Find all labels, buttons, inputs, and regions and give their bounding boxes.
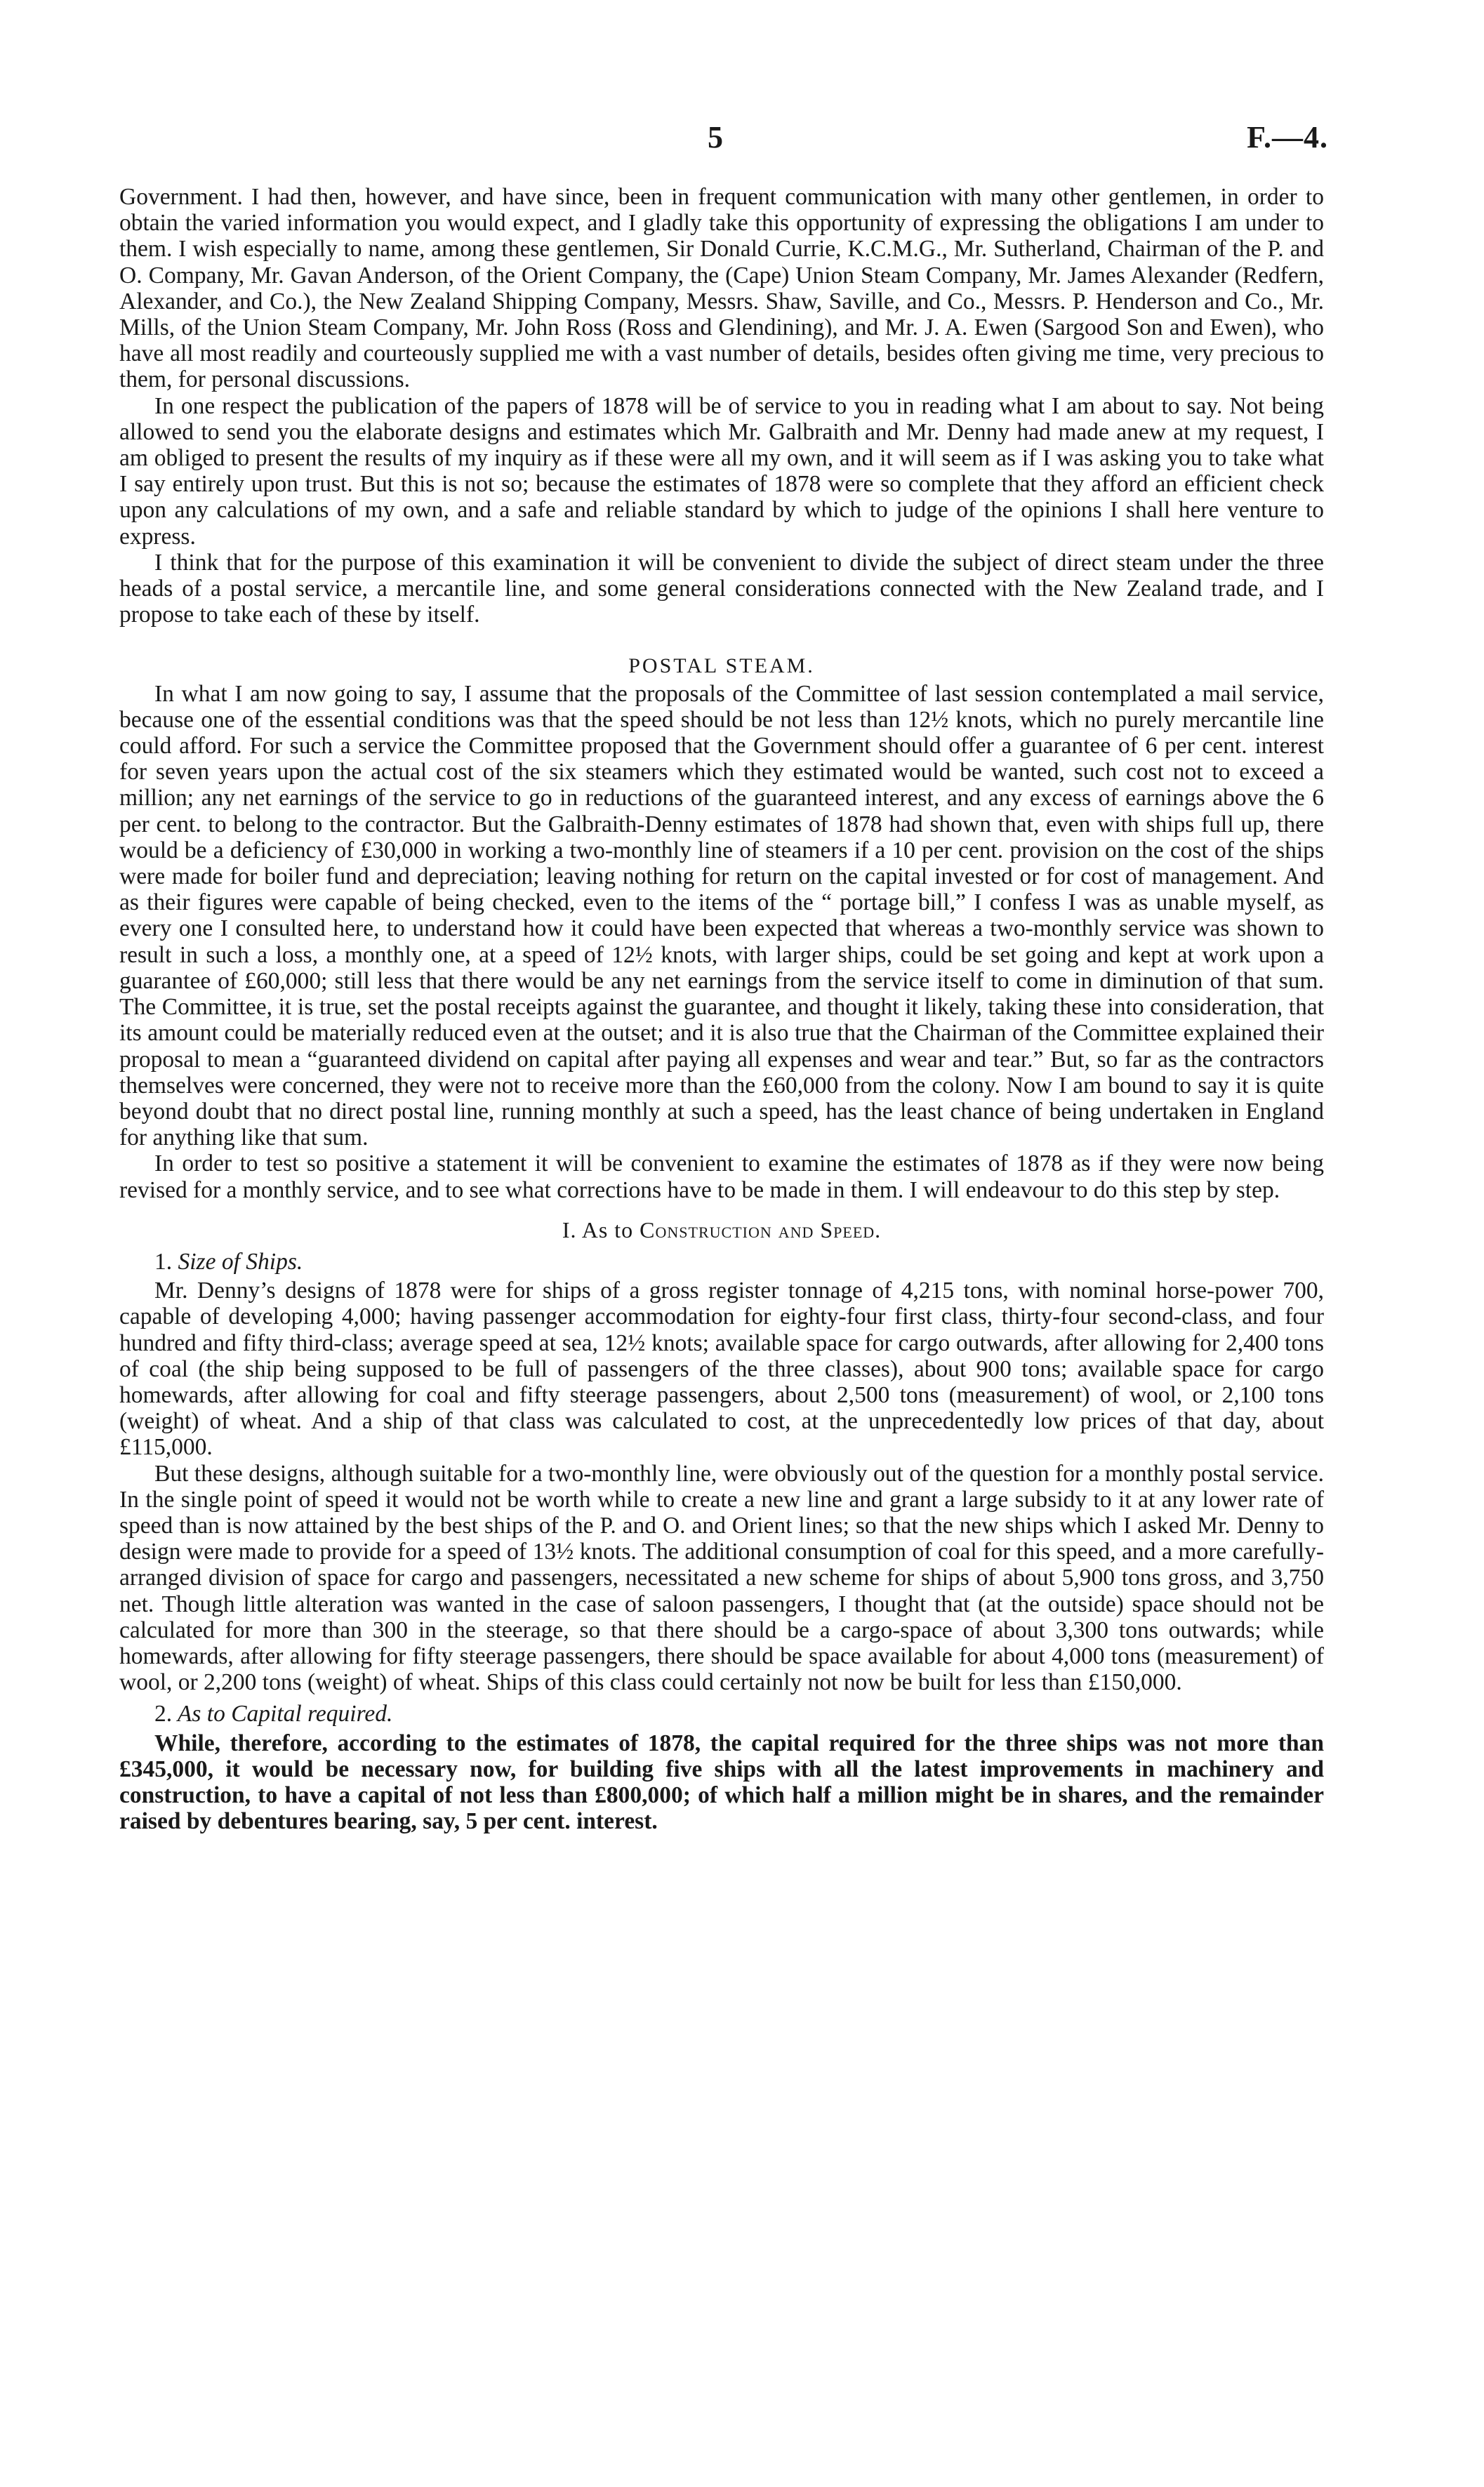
subsection-heading-capital-required (154, 1701, 1324, 1727)
subsection-number: 1. (154, 1248, 173, 1275)
section-heading-text: Construction and Speed. (640, 1216, 882, 1242)
paragraph: In order to test so positive a statement it will be convenient to examine the estimates of 1878 as if they were now being revised for a monthly service, and to see what corrections have to be made in them. I will endeavour to do this step by step. (119, 1150, 1324, 1203)
document-reference: F.—4. (1247, 120, 1328, 154)
section-heading-construction (119, 1217, 1324, 1243)
page-header (0, 119, 1484, 161)
body-text (119, 184, 1324, 1834)
section-heading-prefix: I. As to (562, 1216, 634, 1242)
paragraph: But these designs, although suitable for a two-monthly line, were obviously out of the question for a monthly postal service. In the single point of speed it would not be worth while to create a new line and grant a large subsidy to it at any lower rate of speed than is now attained by the best ships of the P. and O. and Orient lines; so that the new ships which I asked Mr. Denny to design were made to provide for a speed of 13½ knots. The additional consumption of coal for this speed, and a more carefully-arranged division of space for cargo and passengers, necessitated a new scheme for ships of about 5,900 tons gross, and 3,750 net. Though little alteration was wanted in the case of saloon passengers, I thought that (at the outside) space should not be calculated for more than 300 in the steerage, so that there should be a cargo-space of about 3,300 tons outwards; while homewards, after allowing for fifty steerage passengers, there should be space available for about 4,000 tons (measurement) of wool, or 2,200 tons (weight) of wheat. Ships of this class could certainly not now be built for less than £150,000. (119, 1460, 1324, 1696)
final-paragraph-group (119, 1730, 1324, 1835)
page-number: 5 (708, 120, 723, 154)
paragraph: While, therefore, according to the estimates of 1878, the capital required for the three ships was not more than £345,000, it would be necessary now, for building five ships with all the latest improvements in machinery and construction, to have a capital of not less than £800,000; of which half a million might be in shares, and the remainder raised by debentures bearing, say, 5 per cent. interest. (119, 1730, 1324, 1835)
paragraph: In one respect the publication of the papers of 1878 will be of service to you in reading what I am about to say. Not being allowed to send you the elaborate designs and estimates which Mr. Galbraith and Mr. Denny had made anew at my request, I am obliged to present the results of my inquiry as if these were all my own, and it will seem as if I was asking you to take what I say entirely upon trust. But this is not so; because the estimates of 1878 were so complete that they afford an efficient check upon any calculations of my own, and a safe and reliable standard by which to judge of the opinions I shall here venture to express. (119, 392, 1324, 550)
paragraph: Mr. Denny’s designs of 1878 were for ships of a gross register tonnage of 4,215 tons, with nominal horse-power 700, capable of developing 4,000; having passenger accommodation for eighty-four first class, thirty-four second-class, and four hundred and fifty third-class; average speed at sea, 12½ knots; available space for cargo outwards, after allowing for 2,400 tons of coal (the ship being supposed to be full of passengers of the three classes), about 900 tons; available space for cargo homewards, after allowing for coal and fifty steerage passengers, about 2,500 tons (measurement) of wool, or 2,100 tons (weight) of wheat. And a ship of that class was calculated to cost, at the unprecedentedly low prices of that day, about £115,000. (119, 1278, 1324, 1461)
subsection-title: As to Capital required. (177, 1701, 393, 1727)
subsection-heading-size-of-ships (154, 1249, 1324, 1275)
subsection-title: Size of Ships. (178, 1248, 303, 1275)
section-heading-postal-steam: POSTAL STEAM. (628, 654, 815, 678)
subsection-number: 2. (154, 1701, 173, 1727)
paragraph: I think that for the purpose of this examination it will be convenient to divide the subject of direct steam under the three heads of a postal service, a mercantile line, and some general considerations connected with the New Zealand trade, and I propose to take each of these by itself. (119, 549, 1324, 628)
paragraph: Government. I had then, however, and have since, been in frequent communication with many other gentlemen, in order to obtain the varied information you would expect, and I gladly take this opportunity of expressing the obligations I am under to them. I wish especially to name, among these gentlemen, Sir Donald Currie, K.C.M.G., Mr. Sutherland, Chairman of the P. and O. Company, Mr. Gavan Anderson, of the Orient Company, the (Cape) Union Steam Company, Mr. James Alexander (Redfern, Alexander, and Co.), the New Zealand Shipping Company, Messrs. Shaw, Saville, and Co., Messrs. P. Henderson and Co., Mr. Mills, of the Union Steam Company, Mr. John Ross (Ross and Glendining), and Mr. J. A. Ewen (Sargood Son and Ewen), who have all most readily and courteously supplied me with a vast number of details, besides often giving me time, very precious to them, for personal discussions. (119, 184, 1324, 393)
paragraph: In what I am now going to say, I assume that the proposals of the Committee of last session contemplated a mail service, because one of the essential conditions was that the speed should be not less than 12½ knots, which no purely mercantile line could afford. For such a service the Committee proposed that the Government should offer a guarantee of 6 per cent. interest for seven years upon the actual cost of the six steamers which they estimated would be wanted, such cost not to exceed a million; any net earnings of the service to go in reductions of the guaranteed interest, and any excess of earnings above the 6 per cent. to belong to the contractor. But the Galbraith-Denny estimates of 1878 had shown that, even with ships full up, there would be a deficiency of £30,000 in working a two-monthly line of steamers if a 10 per cent. provision on the cost of the ships were made for boiler fund and depreciation; leaving nothing for return on the capital invested or for cost of management. And as their figures were capable of being checked, even to the items of the “ portage bill,” I confess I was as unable myself, as every one I consulted here, to understand how it could have been expected that whereas a two-monthly service was shown to result in such a loss, a monthly one, at a speed of 12½ knots, with larger ships, could be set going and kept at work upon a guarantee of £60,000; still less that there would be any net earnings from the service itself to come in diminution of that sum. The Committee, it is true, set the postal receipts against the guarantee, and thought it likely, taking these into consideration, that its amount could be materially reduced even at the outset; and it is also true that the Chairman of the Committee explained their proposal to mean a “guaranteed dividend on capital after paying all expenses and wear and tear.” But, so far as the contractors themselves were concerned, they were not to receive more than the £60,000 from the colony. Now I am bound to say it is quite beyond doubt that no direct postal line, running monthly at such a speed, has the least chance of being undertaken in England for anything like that sum. (119, 680, 1324, 1151)
